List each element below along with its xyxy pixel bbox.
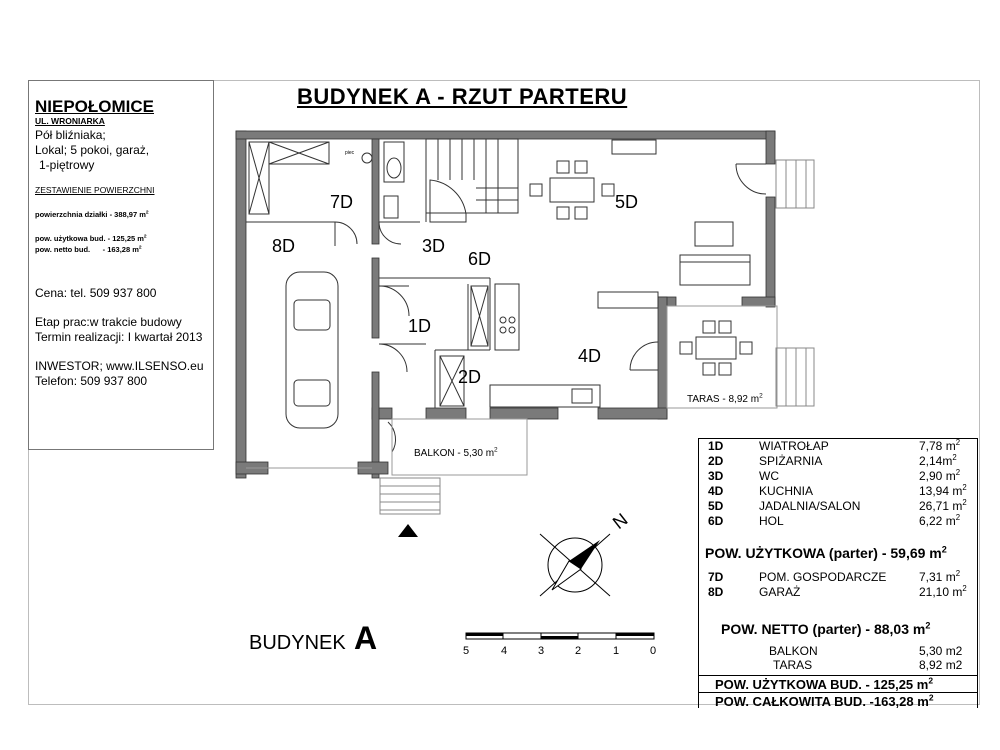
city-name: NIEPOŁOMICE <box>35 97 155 116</box>
scale-label-2: 2 <box>575 645 582 657</box>
scale-label-1: 1 <box>613 645 620 657</box>
area-table <box>698 438 978 709</box>
wall-west <box>236 131 246 478</box>
usable-area: pow. użytkowa bud. - 125,25 $m^2$ <box>35 234 147 243</box>
room-code: 8D <box>708 585 724 599</box>
scale-label-4: 4 <box>501 645 508 657</box>
bldg-usable-box <box>698 675 978 693</box>
room-area: 7,78 $m^2$ <box>919 438 961 453</box>
room-code: 6D <box>708 514 724 528</box>
scale-label-5: 5 <box>463 645 470 657</box>
bldg-total-box <box>698 692 978 708</box>
wall-kitchen-east <box>658 297 667 419</box>
room-name: SPIŻARNIA <box>759 454 823 468</box>
room-area: 21,10 $m^2$ <box>919 584 967 599</box>
compass-rose <box>540 534 610 596</box>
net-area: pow. netto bud. - 163,28 $m^2$ <box>35 245 142 254</box>
label-1d: 1D <box>408 316 432 336</box>
phone-line: Telefon: 509 937 800 <box>35 374 148 388</box>
label-boiler: piec <box>345 150 355 156</box>
wall-south-mid <box>490 408 558 419</box>
room-name: HOL <box>759 514 784 528</box>
label-5d: 5D <box>615 192 639 212</box>
room-code: 4D <box>708 484 724 498</box>
room-name: POM. GOSPODARCZE <box>759 570 887 584</box>
room-name: WC <box>759 469 779 483</box>
wall-garage-upper <box>372 139 379 244</box>
deadline-line: Termin realizacji: I kwartał 2013 <box>35 330 203 344</box>
scale-bar <box>466 633 654 639</box>
room-area: $2,14m^2$ <box>919 453 957 468</box>
room-name: GARAŻ <box>759 585 801 599</box>
wall-garage-mid <box>372 258 379 338</box>
room-area: 2,90 $m^2$ <box>919 468 961 483</box>
room-code: 7D <box>708 570 724 584</box>
room-name: JADALNIA/SALON <box>759 499 861 513</box>
room-code: 2D <box>708 454 724 468</box>
room-code: 1D <box>708 439 724 453</box>
bldg-usable: POW. UŻYTKOWA BUD. - 125,25 $m^2$ <box>715 675 934 692</box>
investor-line: INWESTOR; www.ILSENSO.eu <box>35 359 204 373</box>
room-name: WIATROŁAP <box>759 439 829 453</box>
outdoor-name: BALKON <box>769 644 818 658</box>
room-code: 5D <box>708 499 724 513</box>
areas-header: ZESTAWIENIE POWIERZCHNI <box>35 185 155 195</box>
bldg-total: POW. CAŁKOWITA BUD. -163,28 $m^2$ <box>715 692 934 709</box>
net-total: POW. NETTO (parter) - 88,03 $m^2$ <box>721 620 931 637</box>
street-name: UL. WRONIARKA <box>35 116 105 126</box>
room-name: KUCHNIA <box>759 484 814 498</box>
stage-line: Etap prac:w trakcie budowy <box>35 315 182 329</box>
room-area: 6,22 $m^2$ <box>919 513 961 528</box>
room-area: 26,71 $m^2$ <box>919 498 967 513</box>
label-3d: 3D <box>422 236 446 256</box>
north-label: N <box>608 509 632 533</box>
label-balcony: BALKON - 5,30 $m^2$ <box>414 446 498 459</box>
outdoor-area: 5,30 m2 <box>919 644 963 658</box>
scale-label-3: 3 <box>538 645 545 657</box>
wall-ne-top <box>766 131 775 164</box>
wall-ne <box>766 197 775 307</box>
room-area: 7,31 $m^2$ <box>919 569 961 584</box>
plan-title: BUDYNEK A - RZUT PARTERU <box>297 84 628 109</box>
price-line: Cena: tel. 509 937 800 <box>35 286 157 300</box>
outdoor-area: 8,92 m2 <box>919 658 963 672</box>
desc-line-3: 1-piętrowy <box>39 158 95 172</box>
label-4d: 4D <box>578 346 602 366</box>
desc-line-1: Pół bliźniaka; <box>35 128 106 142</box>
label-6d: 6D <box>468 249 492 269</box>
building-letter: A <box>354 620 378 656</box>
wall-south-left <box>426 408 466 419</box>
desc-line-2: Lokal; 5 pokoi, garaż, <box>35 143 150 157</box>
label-2d: 2D <box>458 367 482 387</box>
usable-total: POW. UŻYTKOWA (parter) - 59,69 $m^2$ <box>705 544 947 561</box>
scale-label-0: 0 <box>650 645 657 657</box>
entrance-arrow <box>398 524 418 537</box>
label-7d: 7D <box>330 192 354 212</box>
plot-area: powierzchnia działki - 388,97 $m^2$ <box>35 210 149 219</box>
room-code: 3D <box>708 469 724 483</box>
wall-north <box>236 131 775 139</box>
wall-terrace-top <box>742 297 775 306</box>
outdoor-name: TARAS <box>773 658 813 672</box>
label-8d: 8D <box>272 236 296 256</box>
label-terrace: TARAS - 8,92 $m^2$ <box>687 392 763 405</box>
building-label: BUDYNEK <box>249 632 346 654</box>
wall-south-right <box>598 408 667 419</box>
room-area: 13,94 $m^2$ <box>919 483 967 498</box>
